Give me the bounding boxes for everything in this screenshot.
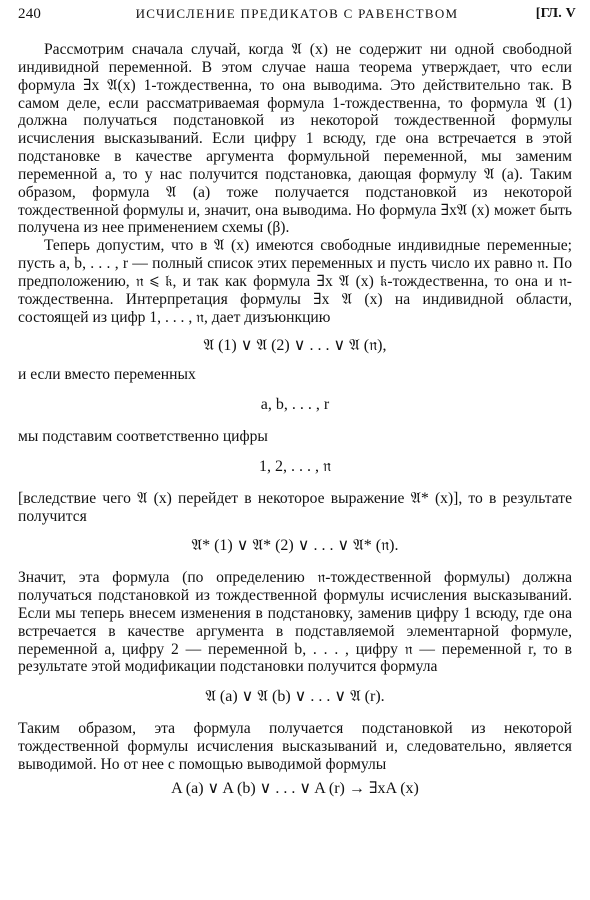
paragraph-7: Таким образом, эта формула получается подстановкой из некоторой тождественной формулы исчисления высказываний и, следовательно, является выводимой. Но от нее с помощью выводимой формулы: [18, 720, 572, 773]
chapter-label: [ГЛ. V: [535, 6, 576, 21]
paragraph-2: Теперь допустим, что в 𝔄 (x) имеются свободные индивидные переменные; пусть a, b, . . . , r — полный список этих переменных и пусть число их равно 𝔫. По предположению, 𝔫 ⩽ 𝔨, и так как формула ∃x 𝔄 (x) 𝔨-тождественна, то она и 𝔫-тождественна. Интерпретация формулы ∃x 𝔄 (x) на индивидной области, состоящей из цифр 1, . . . , 𝔫, дает дизъюнкцию: [18, 237, 572, 326]
formula-digits: 1, 2, . . . , 𝔫: [258, 457, 332, 475]
paragraph-5: [вследствие чего 𝔄 (x) перейдет в некоторое выражение 𝔄* (x)], то в результате получится: [18, 489, 572, 525]
formula-modified: 𝔄 (a) ∨ 𝔄 (b) ∨ . . . ∨ 𝔄 (r).: [205, 688, 385, 706]
paragraph-3: и если вместо переменных: [18, 366, 196, 384]
page-body: [18, 38, 572, 798]
formula-implication: A (a) ∨ A (b) ∨ . . . ∨ A (r) → ∃xA (x): [171, 779, 419, 797]
page-number: 240: [18, 6, 42, 22]
formula-disjunction: 𝔄 (1) ∨ 𝔄 (2) ∨ . . . ∨ 𝔄 (𝔫),: [203, 336, 387, 354]
running-title: ИСЧИСЛЕНИЕ ПРЕДИКАТОВ С РАВЕНСТВОМ: [135, 6, 459, 21]
formula-variables: a, b, . . . , r: [260, 396, 330, 414]
page-header: [18, 6, 576, 26]
paragraph-4: мы подставим соответственно цифры: [18, 428, 268, 446]
formula-substituted: 𝔄* (1) ∨ 𝔄* (2) ∨ . . . ∨ 𝔄* (𝔫).: [191, 537, 399, 555]
paragraph-6: Значит, эта формула (по определению 𝔫-тождественной формулы) должна получаться подстановкой из тождественной формулы исчисления высказываний. Если мы теперь внесем изменения в подстановку, заменив цифру 1 всюду, где она встречается в качестве аргумента в подставляемой элементарной формуле, переменной a, цифру 2 — переменной b, . . . , цифру 𝔫 — переменной r, то в результате этой модификации подстановки получится формула: [18, 569, 572, 676]
paragraph-1: Рассмотрим сначала случай, когда 𝔄 (x) не содержит ни одной свободной индивидной переменной. В этом случае наша теорема утверждает, что если формула ∃x 𝔄(x) 1-тождественна, то она выводима. Это действительно так. В самом деле, если рассматриваемая формула 1-тождественна, то формула 𝔄 (1) должна получаться подстановкой из некоторой тождественной формулы исчисления высказываний. Если цифру 1 всюду, где она встречается в этой подстановке в качестве аргумента формульной переменной, мы заменим переменной a, то у нас получится подстановка, дающая формулу 𝔄 (a). Таким образом, формула 𝔄 (a) тоже получается подстановкой из некоторой тождественной формулы и, значит, она выводима. Но формула ∃x𝔄 (x) может быть получена из нее применением схемы (β).: [18, 41, 572, 237]
